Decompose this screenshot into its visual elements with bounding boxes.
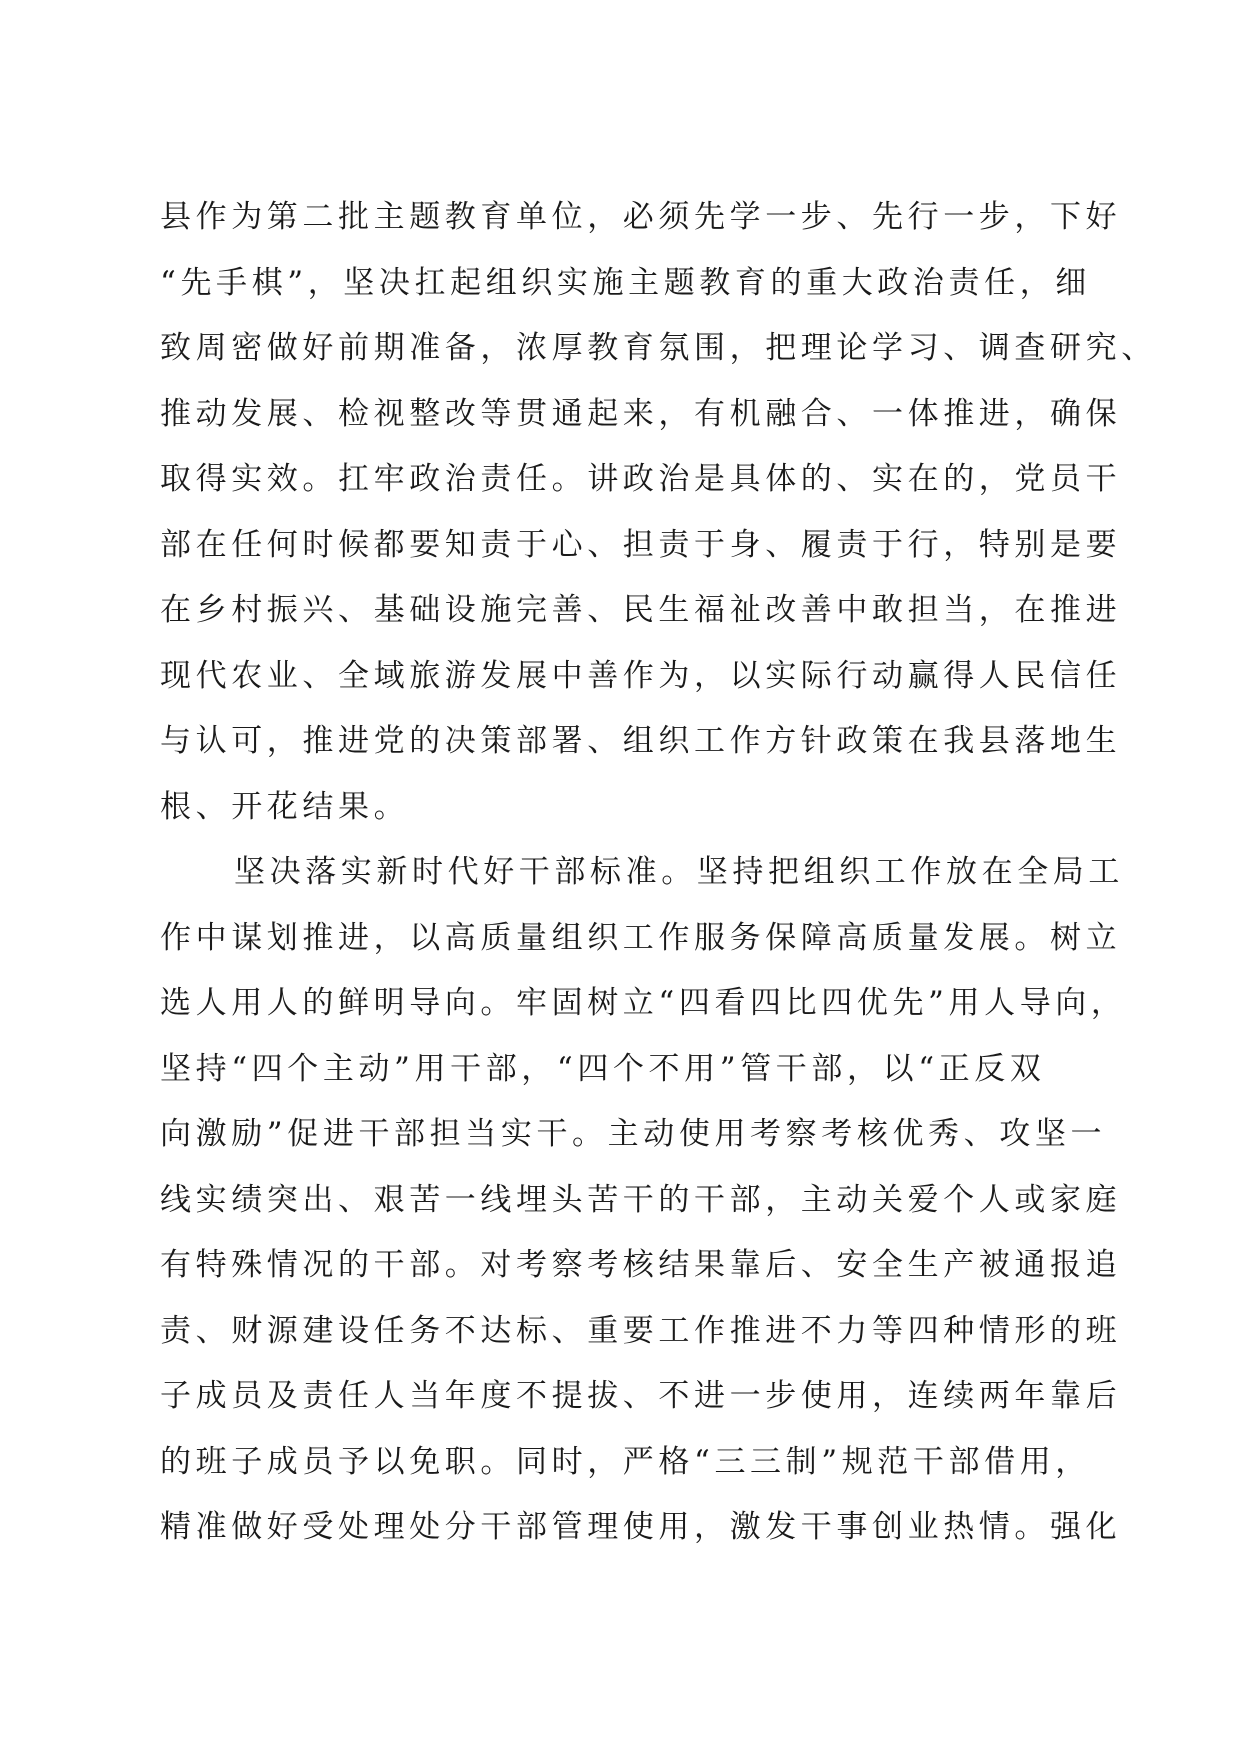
text-line: 选人用人的鲜明导向。牢固树立“四看四比四优先”用人导向，: [160, 985, 1127, 1021]
text-line: 作中谋划推进，以高质量组织工作服务保障高质量发展。树立: [160, 919, 1122, 956]
text-line: 部在任何时候都要知责于心、担责于身、履责于行，特别是要: [160, 526, 1122, 563]
body-text: [160, 185, 1157, 1561]
text-line: 现代农业、全域旅游发展中善作为，以实际行动赢得人民信任: [160, 657, 1122, 694]
text-line: 致周密做好前期准备，浓厚教育氛围，把理论学习、调查研究、: [160, 330, 1157, 366]
text-line: 线实绩突出、艰苦一线埋头苦干的干部，主动关爱个人或家庭: [160, 1181, 1122, 1218]
text-line: 向激励”促进干部担当实干。主动使用考察考核优秀、攻坚一: [160, 1116, 1107, 1152]
text-line: “先手棋”，坚决扛起组织实施主题教育的重大政治责任，细: [160, 264, 1091, 301]
text-line: 与认可，推进党的决策部署、组织工作方针政策在我县落地生: [160, 723, 1122, 759]
text-line: 在乡村振兴、基础设施完善、民生福祉改善中敢担当，在推进: [160, 592, 1122, 628]
paragraph-2: [160, 840, 1127, 1561]
text-line: 取得实效。扛牢政治责任。讲政治是具体的、实在的，党员干: [160, 461, 1122, 497]
text-line: 坚决落实新时代好干部标准。坚持把组织工作放在全局工: [234, 854, 1124, 890]
text-line: 的班子成员予以免职。同时，严格“三三制”规范干部借用，: [160, 1443, 1091, 1480]
text-line: 精准做好受处理处分干部管理使用，激发干事创业热情。强化: [160, 1509, 1122, 1545]
text-line: 坚持“四个主动”用干部，“四个不用”管干部，以“正反双: [160, 1050, 1046, 1087]
text-line: 根、开花结果。: [160, 788, 410, 825]
text-line: 县作为第二批主题教育单位，必须先学一步、先行一步，下好: [160, 199, 1122, 235]
text-line: 责、财源建设任务不达标、重要工作推进不力等四种情形的班: [160, 1312, 1122, 1349]
paragraph-1: [160, 185, 1157, 840]
text-line: 有特殊情况的干部。对考察考核结果靠后、安全生产被通报追: [160, 1247, 1122, 1283]
text-line: 子成员及责任人当年度不提拔、不进一步使用，连续两年靠后: [160, 1378, 1122, 1414]
text-line: 推动发展、检视整改等贯通起来，有机融合、一体推进，确保: [160, 395, 1122, 432]
